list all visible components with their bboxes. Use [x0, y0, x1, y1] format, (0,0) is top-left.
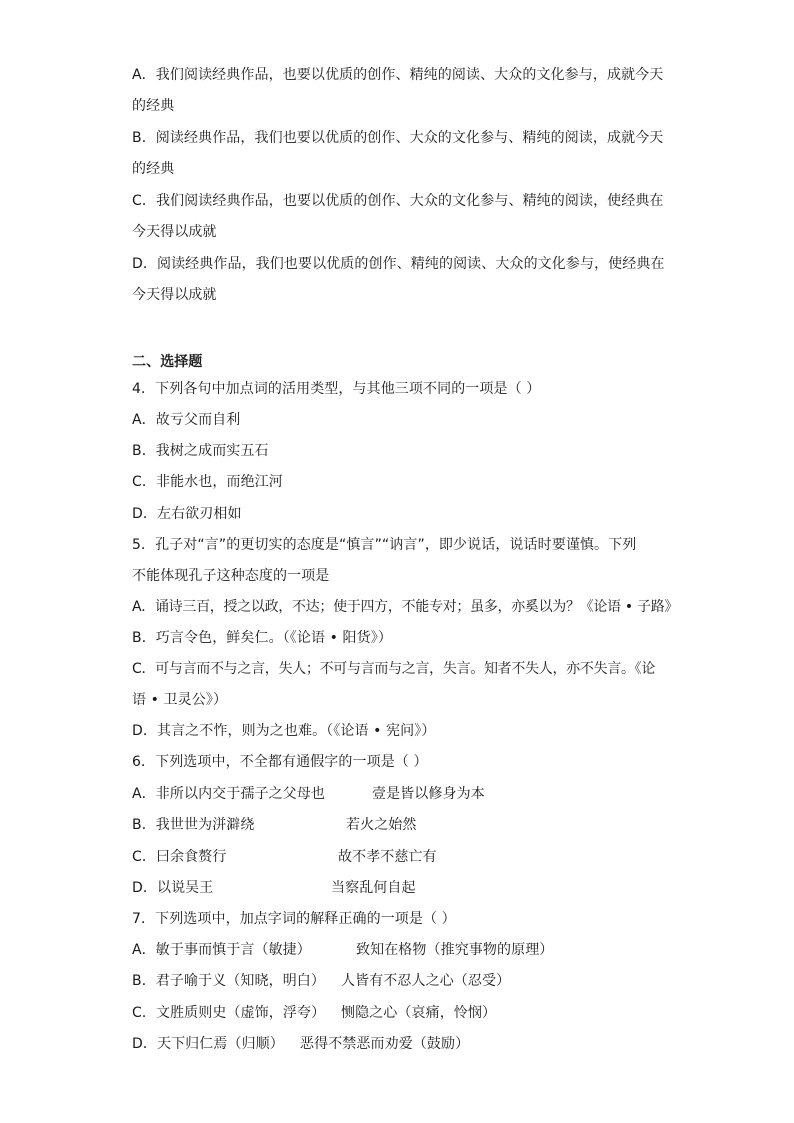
option-b-line2: 的经典	[132, 161, 175, 177]
q7-option-c	[132, 1004, 497, 1022]
option-d-line1: D．阅读经典作品，我们也要以优质的创作、精纯的阅读、大众的文化参与，使经典在	[132, 256, 665, 272]
q6-option-b	[132, 816, 417, 834]
q6-option-a-part1: A．非所以内交于孺子之父母也	[132, 786, 325, 802]
q5-option-c-line1: C．可与言而不与之言，失人；不可与言而与之言，失言。知者不失人，亦不失言。《论	[132, 661, 656, 677]
section-heading: 二、选择题	[132, 354, 203, 370]
q7-option-d	[132, 1035, 470, 1053]
q7-option-a-part1: A．敏于事而慎于言（敏捷）	[132, 942, 311, 958]
q6-option-b-part2: 若火之始然	[346, 817, 417, 833]
q7-option-d-part1: D．天下归仁焉（归顺）	[132, 1036, 284, 1052]
q4-option-d: D．左右欲刃相如	[132, 506, 242, 522]
q6-option-c-part2: 故不孝不慈亡有	[338, 849, 437, 865]
option-c-line2: 今天得以成就	[132, 224, 217, 240]
q6-option-a	[132, 785, 485, 803]
q5-option-b: B．巧言令色，鲜矣仁。（《论语 • 阳货》）	[132, 630, 392, 646]
option-a-line1: A．我们阅读经典作品，也要以优质的创作、精纯的阅读、大众的文化参与，成就今天	[132, 67, 664, 83]
q6-option-c-part1: C．曰余食赘行	[132, 849, 227, 865]
q7-option-b-part1: B．君子喻于义（知晓，明白）	[132, 973, 326, 989]
q7-stem: 7．下列选项中，加点字词的解释正确的一项是（ ）	[132, 911, 456, 927]
q7-option-c-part2: 恻隐之心（哀痛，怜悯）	[341, 1005, 497, 1021]
q5-option-d: D．其言之不怍，则为之也难。（《论语 • 宪问》）	[132, 723, 436, 739]
q5-option-a: A．诵诗三百，授之以政，不达；使于四方，不能专对；虽多，亦奚以为？《论语 • 子路》	[132, 599, 679, 615]
q4-option-c: C．非能水也，而绝江河	[132, 474, 283, 490]
q6-option-d-part1: D．以说吴王	[132, 880, 214, 896]
q6-option-b-part1: B．我世世为洴澼绕	[132, 817, 255, 833]
q6-option-c	[132, 848, 437, 866]
q4-option-b: B．我树之成而实五石	[132, 443, 269, 459]
option-d-line2: 今天得以成就	[132, 287, 217, 303]
q5-stem-line1: 5．孔子对“言”的更切实的态度是“慎言”“讷言”，即少说话，说话时要谨慎。下列	[132, 537, 637, 553]
option-b-line1: B．阅读经典作品，我们也要以优质的创作、大众的文化参与、精纯的阅读，成就今天	[132, 130, 664, 146]
q6-option-d	[132, 879, 416, 897]
q4-option-a: A．故亏父而自利	[132, 412, 241, 428]
q5-stem-line2: 不能体现孔子这种态度的一项是	[132, 568, 330, 584]
q6-option-a-part2: 壹是皆以修身为本	[372, 786, 485, 802]
q7-option-b-part2: 人皆有不忍人之心（忍受）	[341, 973, 511, 989]
q7-option-b	[132, 972, 511, 990]
q7-option-d-part2: 恶得不禁恶而劝爱（鼓励）	[300, 1036, 470, 1052]
q7-option-a	[132, 941, 554, 959]
option-a-line2: 的经典	[132, 98, 175, 114]
q6-stem: 6．下列选项中，不全都有通假字的一项是（ ）	[132, 754, 428, 770]
q7-option-c-part1: C．文胜质则史（虚饰，浮夸）	[132, 1005, 326, 1021]
q7-option-a-part2: 致知在格物（推究事物的原理）	[356, 942, 554, 958]
option-c-line1: C．我们阅读经典作品，也要以优质的创作、大众的文化参与、精纯的阅读，使经典在	[132, 193, 664, 209]
q5-option-c-line2: 语 • 卫灵公》）	[132, 692, 228, 708]
q6-option-d-part2: 当察乱何自起	[331, 880, 416, 896]
q4-stem: 4．下列各句中加点词的活用类型，与其他三项不同的一项是（ ）	[132, 381, 541, 397]
